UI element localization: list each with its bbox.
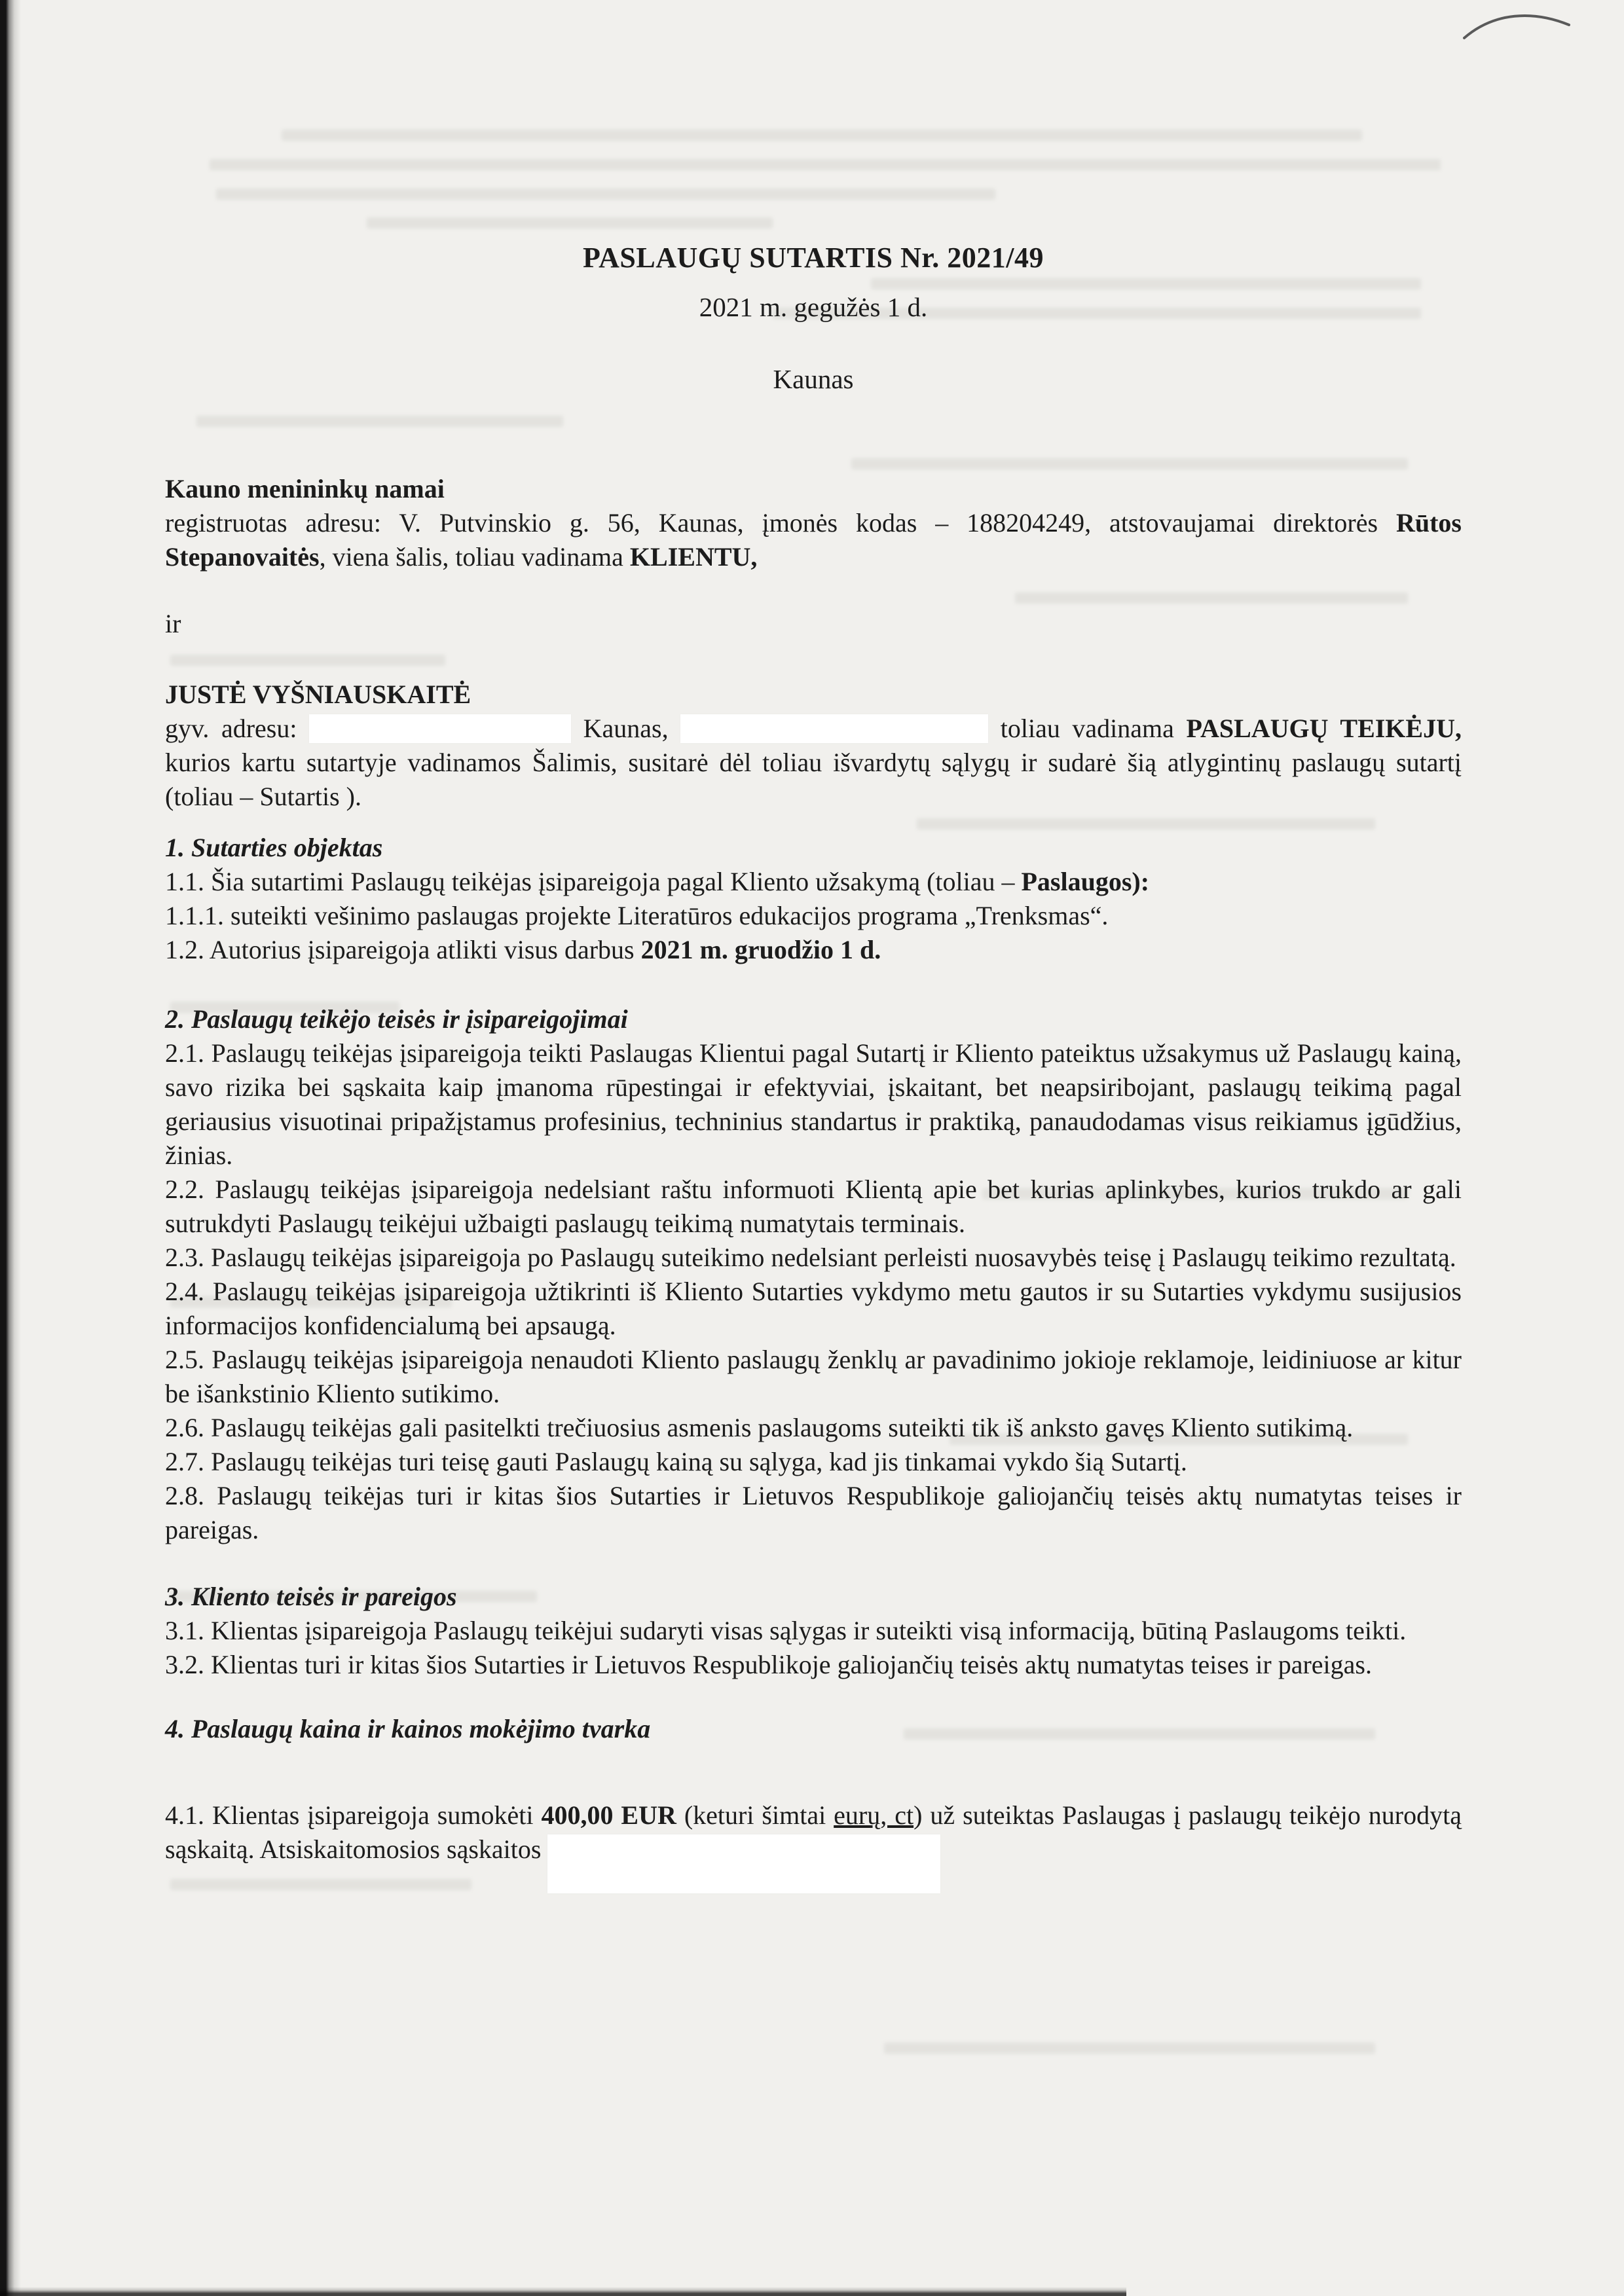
spacer — [165, 967, 1462, 1002]
text-run: gyv. adresu: — [165, 714, 310, 743]
text-run: 2.7. Paslaugų teikėjas turi teisę gauti Paslaugų kainą su sąlyga, kad jis tinkamai vykdo šią Sutartį. — [165, 1447, 1187, 1476]
paragraph — [165, 1445, 1462, 1479]
section-heading — [165, 1580, 1462, 1614]
document-content — [165, 0, 1462, 1893]
paragraph — [165, 472, 1462, 506]
paragraph — [165, 1479, 1462, 1547]
section-heading — [165, 1002, 1462, 1036]
pen-mark — [1460, 7, 1578, 48]
paragraph — [165, 607, 1462, 641]
bold-text-run: 2021 m. gruodžio 1 d. — [640, 935, 881, 964]
paragraph — [165, 712, 1462, 814]
text-run: 2.8. Paslaugų teikėjas turi ir kitas šios Sutarties ir Lietuvos Respublikoje galiojančių teisės aktų numatytas teises ir pareigas. — [165, 1481, 1462, 1544]
bold-text-run: KLIENTU, — [629, 542, 758, 572]
text-run: 2.3. Paslaugų teikėjas įsipareigoja po Paslaugų suteikimo nedelsiant perleisti nuosavybės teisę į Paslaugų teikimo rezultatą. — [165, 1243, 1456, 1272]
spacer — [165, 641, 1462, 678]
text-run: 2.5. Paslaugų teikėjas įsipareigoja nenaudoti Kliento paslaugų ženklų ar pavadinimo jokioje reklamoje, leidiniuose ar kitur be išankstinio Kliento sutikimo. — [165, 1345, 1462, 1408]
text-run: registruotas adresu: V. Putvinskio g. 56, Kaunas, įmonės kodas – 188204249, atstovaujamai direktorės — [165, 508, 1396, 538]
text-run: kurios kartu sutartyje vadinamos Šalimis, susitarė dėl toliau išvardytų sąlygų ir sudarė šią atlygintinų paslaugų sutartį (toliau – Sutartis ). — [165, 748, 1462, 811]
paragraph — [165, 1798, 1462, 1893]
text-run: 2.1. Paslaugų teikėjas įsipareigoja teikti Paslaugas Klientui pagal Sutartį ir Kliento pateiktus užsakymus už Paslaugų kainą, savo rizika bei sąskaita kaip įmanoma rūpestingai ir efektyviai, įskaitant, bet neapsiribojant, paslaugų teikimą pagal geriausius visuotinai pripažįstamus profesinius, techninius standartus ir praktiką, panaudodamas visus reikiamus įgūdžius, žinias. — [165, 1038, 1462, 1170]
redaction-box — [309, 714, 571, 743]
spacer — [165, 1746, 1462, 1798]
text-run: 4. Paslaugų kaina ir kainos mokėjimo tvarka — [165, 1714, 651, 1743]
paragraph — [165, 1648, 1462, 1682]
paragraph — [165, 1411, 1462, 1445]
bold-text-run: JUSTĖ VYŠNIAUSKAITĖ — [165, 680, 471, 709]
text-run: 3.1. Klientas įsipareigoja Paslaugų teikėjui sudaryti visas sąlygas ir suteikti visą informaciją, būtiną Paslaugoms teikti. — [165, 1616, 1407, 1645]
text-run: 2.2. Paslaugų teikėjas įsipareigoja nedelsiant raštu informuoti Klientą apie bet kurias aplinkybes, kurios trukdo ar gali sutrukdyti Paslaugų teikėjui užbaigti paslaugų teikimą numatytais terminais. — [165, 1175, 1462, 1238]
spacer — [165, 574, 1462, 607]
paragraph — [165, 1036, 1462, 1173]
bold-text-run: Rūtos Stepanovaitės — [165, 508, 1462, 572]
paragraph — [165, 1241, 1462, 1275]
bold-text-run: 400,00 EUR — [541, 1800, 676, 1830]
text-run: 1.1. Šia sutartimi Paslaugų teikėjas įsipareigoja pagal Kliento užsakymą (toliau – — [165, 867, 1022, 896]
paragraph — [165, 865, 1462, 899]
paragraph — [165, 933, 1462, 967]
text-run: 1.2. Autorius įsipareigoja atlikti visus darbus — [165, 935, 641, 964]
contract-place: Kaunas — [773, 364, 854, 394]
spacer — [165, 1682, 1462, 1712]
text-run: 2.4. Paslaugų teikėjas įsipareigoja užtikrinti iš Kliento Sutarties vykdymo metu gautos ir su Sutarties vykdymu susijusios informacijos konfidencialumą bei apsaugą. — [165, 1277, 1462, 1340]
bold-text-run: Kauno menininkų namai — [165, 474, 445, 503]
paragraph — [165, 899, 1462, 933]
spacer — [165, 1547, 1462, 1580]
contract-date: 2021 m. gegužės 1 d. — [699, 292, 928, 322]
section-heading — [165, 831, 1462, 865]
text-run: 2. Paslaugų teikėjo teisės ir įsipareigojimai — [165, 1004, 628, 1034]
section-heading — [165, 1712, 1462, 1746]
text-run: ir — [165, 609, 181, 638]
redaction-box — [547, 1834, 940, 1893]
text-run: 1. Sutarties objektas — [165, 833, 383, 862]
text-run: , viena šalis, toliau vadinama — [319, 542, 630, 572]
scan-edge-shadow-left — [0, 0, 21, 2296]
scan-edge-shadow-bottom — [0, 2287, 1126, 2296]
text-run: 2.6. Paslaugų teikėjas gali pasitelkti trečiuosius asmenis paslaugoms suteikti tik iš anksto gavęs Kliento sutikimą. — [165, 1413, 1354, 1442]
text-run: 3.2. Klientas turi ir kitas šios Sutarties ir Lietuvos Respublikoje galiojančių teisės aktų numatytas teises ir pareigas. — [165, 1650, 1372, 1679]
text-run: toliau vadinama — [988, 714, 1187, 743]
paragraph — [165, 1173, 1462, 1241]
bleedthrough-mark — [884, 2043, 1375, 2054]
document-header — [165, 0, 1462, 395]
text-run: 4.1. Klientas įsipareigoja sumokėti — [165, 1800, 542, 1830]
text-run: ) už suteiktas Paslaugas į paslaugų teikėjo nurodytą sąskaitą. Atsiskaitomosios sąskaitos — [165, 1800, 1462, 1864]
text-run: 3. Kliento teisės ir pareigos — [165, 1582, 457, 1611]
document-body — [165, 472, 1462, 1893]
paragraph — [165, 678, 1462, 712]
redaction-box — [680, 714, 988, 743]
paragraph — [165, 1614, 1462, 1648]
bold-text-run: Paslaugos): — [1021, 867, 1150, 896]
spacer — [165, 814, 1462, 831]
paragraph — [165, 506, 1462, 574]
text-run: 1.1.1. suteikti vešinimo paslaugas projekte Literatūros edukacijos programa „Trenksmas“. — [165, 901, 1109, 930]
paragraph — [165, 1275, 1462, 1343]
text-run: (keturi šimtai — [676, 1800, 834, 1830]
paragraph — [165, 1343, 1462, 1411]
contract-title: PASLAUGŲ SUTARTIS Nr. 2021/49 — [582, 242, 1044, 274]
text-run: eurų, ct — [834, 1800, 914, 1830]
text-run: Kaunas, — [571, 714, 681, 743]
bold-text-run: PASLAUGŲ TEIKĖJU, — [1186, 714, 1462, 743]
